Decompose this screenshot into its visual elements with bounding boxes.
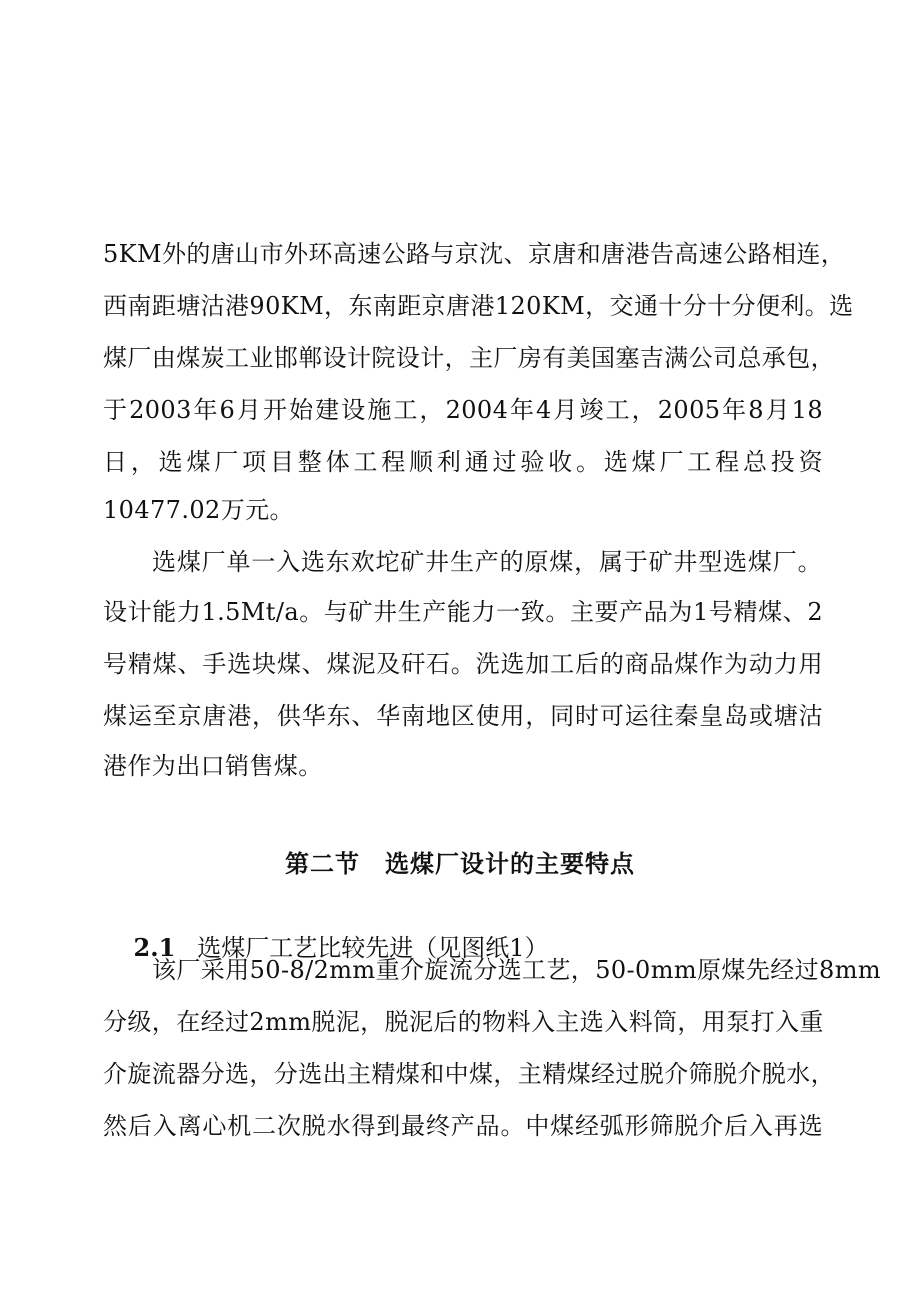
paragraph-2-line-4: 煤运至京唐港，供华东、华南地区使用，同时可运往秦皇岛或塘沽	[103, 702, 823, 730]
section-heading: 第二节 选煤厂设计的主要特点	[285, 849, 635, 878]
paragraph-1-line-6: 10477.02万元。	[103, 496, 294, 524]
paragraph-1-line-3: 煤厂由煤炭工业邯郸设计院设计，主厂房有美国塞吉满公司总承包，	[103, 344, 835, 372]
subsection-number: 2.1	[133, 933, 176, 962]
paragraph-2-line-3: 号精煤、手选块煤、煤泥及矸石。洗选加工后的商品煤作为动力用	[103, 650, 823, 678]
paragraph-3-line-4: 然后入离心机二次脱水得到最终产品。中煤经弧形筛脱介后入再选	[103, 1112, 823, 1140]
paragraph-2-line-1: 选煤厂单一入选东欢坨矿井生产的原煤，属于矿井型选煤厂。	[152, 548, 822, 576]
paragraph-1-line-2: 西南距塘沽港90KM，东南距京唐港120KM，交通十分十分便利。选	[103, 292, 854, 320]
paragraph-2-line-2: 设计能力1.5Mt/a。与矿井生产能力一致。主要产品为1号精煤、2	[103, 598, 823, 626]
paragraph-1-line-4: 于2003年6月开始建设施工，2004年4月竣工，2005年8月18	[103, 396, 823, 424]
paragraph-3-line-1: 该厂采用50-8/2mm重介旋流分选工艺，50-0mm原煤先经过8mm	[152, 956, 882, 984]
paragraph-3-line-3: 介旋流器分选，分选出主精煤和中煤，主精煤经过脱介筛脱介脱水，	[103, 1060, 835, 1088]
paragraph-1-line-1: 5KM外的唐山市外环高速公路与京沈、京唐和唐港告高速公路相连，	[103, 240, 846, 268]
paragraph-3-line-2: 分级，在经过2mm脱泥，脱泥后的物料入主选入料筒，用泵打入重	[103, 1008, 824, 1036]
paragraph-1-line-5: 日，选煤厂项目整体工程顺利通过验收。选煤厂工程总投资	[103, 448, 823, 476]
paragraph-2-line-5: 港作为出口销售煤。	[103, 752, 323, 780]
subsection-title: 选煤厂工艺比较先进（见图纸1）	[197, 934, 549, 962]
